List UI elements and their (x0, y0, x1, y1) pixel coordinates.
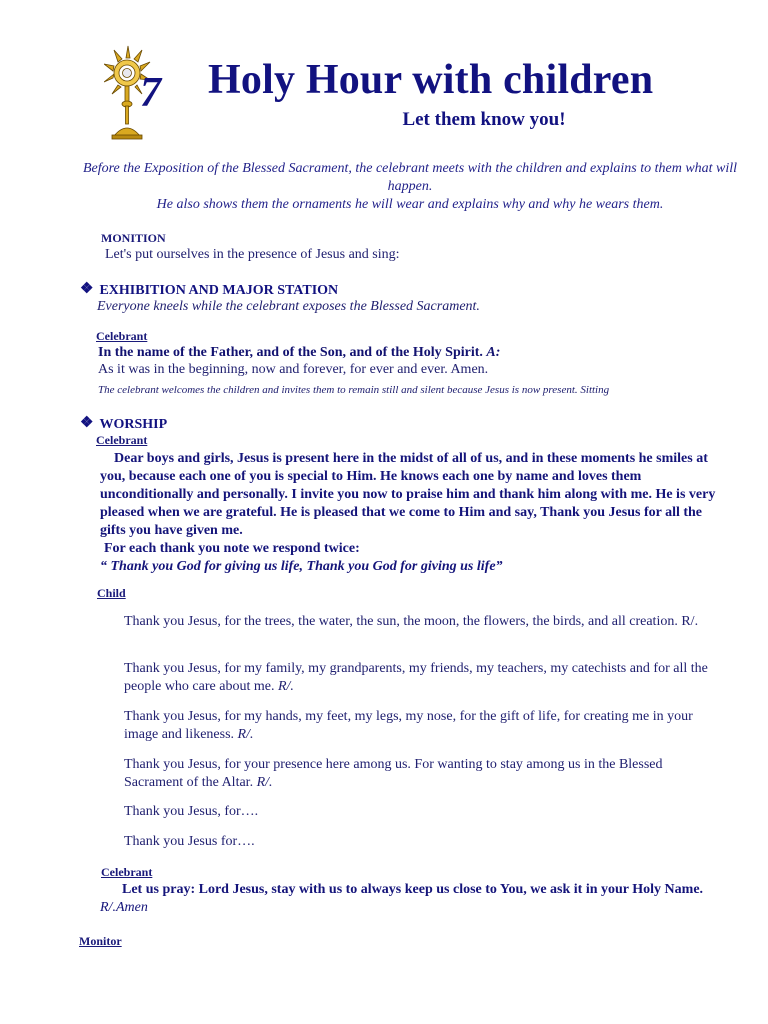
exhibition-heading (80, 280, 338, 299)
celebrant-label: Celebrant (96, 329, 148, 343)
welcome-note: The celebrant welcomes the children and invites them to remain still and silent because Jesus is now present. Sitting (98, 384, 610, 396)
worship-heading (80, 414, 167, 433)
diamond-bullet-icon: ❖ (80, 281, 94, 297)
intro-text (80, 160, 740, 214)
exhibition-heading-text: EXHIBITION AND MAJOR STATION (99, 283, 339, 298)
intro-line-2: He also shows them the ornaments he will wear and explains why and why he wears them. (156, 197, 664, 212)
closing-response: R/.Amen (100, 900, 148, 915)
celebrant-label: Celebrant (101, 865, 153, 879)
glory-be-line: As it was in the beginning, now and forever, for ever and ever. Amen. (98, 362, 489, 377)
list-item-body (124, 708, 724, 744)
invocation-text: In the name of the Father, and of the Son, and of the Holy Spirit. (98, 345, 483, 360)
monition-text: Let's put ourselves in the presence of Jesus and sing: (105, 247, 400, 262)
list-item-response: R/. (256, 775, 273, 790)
list-item-text: Thank you Jesus for…. (124, 834, 255, 849)
list-item-text: Thank you Jesus, for your presence here among us. For wanting to stay among us in the Blessed Sacrament of the Altar. (124, 757, 663, 790)
list-item-response: R/. (277, 679, 294, 694)
page-title: Holy Hour with children (208, 57, 654, 103)
list-item-body (124, 756, 724, 792)
list-item-text: Thank you Jesus, for…. (124, 804, 259, 819)
invocation-response: A: (486, 345, 501, 360)
monition-label: MONITION (101, 231, 166, 245)
response-text: “ Thank you God for giving us life, Thank you God for giving us life” (100, 559, 503, 574)
list-item-response: R/. (237, 727, 254, 742)
worship-heading-text: WORSHIP (99, 417, 168, 432)
list-item-text: Thank you Jesus, for my hands, my feet, my legs, my nose, for the gift of life, for creating me in your image and likeness. (124, 709, 693, 742)
logo-number: 7 (140, 70, 161, 116)
list-item-body (124, 660, 724, 696)
intro-line-1: Before the Exposition of the Blessed Sacrament, the celebrant meets with the children and explains to them what will happen. (82, 161, 738, 194)
child-label: Child (97, 586, 126, 600)
list-item-text: Thank you Jesus, for my family, my grandparents, my friends, my teachers, my catechists and for all the people who care about me. (124, 661, 708, 694)
respond-line: For each thank you note we respond twice: (104, 541, 360, 556)
list-item-text: Thank you Jesus, for the trees, the water, the sun, the moon, the flowers, the birds, and all creation. R/. (124, 614, 699, 629)
closing-prayer (100, 881, 720, 917)
monitor-label: Monitor (79, 934, 122, 948)
celebrant-label: Celebrant (96, 433, 148, 447)
page-subtitle: Let them know you! (402, 109, 566, 130)
diamond-bullet-icon: ❖ (80, 415, 94, 431)
invocation-line (98, 345, 500, 361)
exhibition-note: Everyone kneels while the celebrant exposes the Blessed Sacrament. (97, 299, 480, 314)
worship-paragraph: Dear boys and girls, Jesus is present here in the midst of all of us, and in these moments he smiles at you, because each one of you is special to Him. He knows each one by name and loves them unconditionally and personally. I invite you now to praise him and thank him along with me. He is very pleased when we are grateful. He is pleased that we come to Him and say, Thank you Jesus for all the gifts you have given me. (100, 451, 716, 538)
closing-prayer-text: Let us pray: Lord Jesus, stay with us to always keep us close to You, we ask it in your Holy Name. (122, 882, 704, 897)
